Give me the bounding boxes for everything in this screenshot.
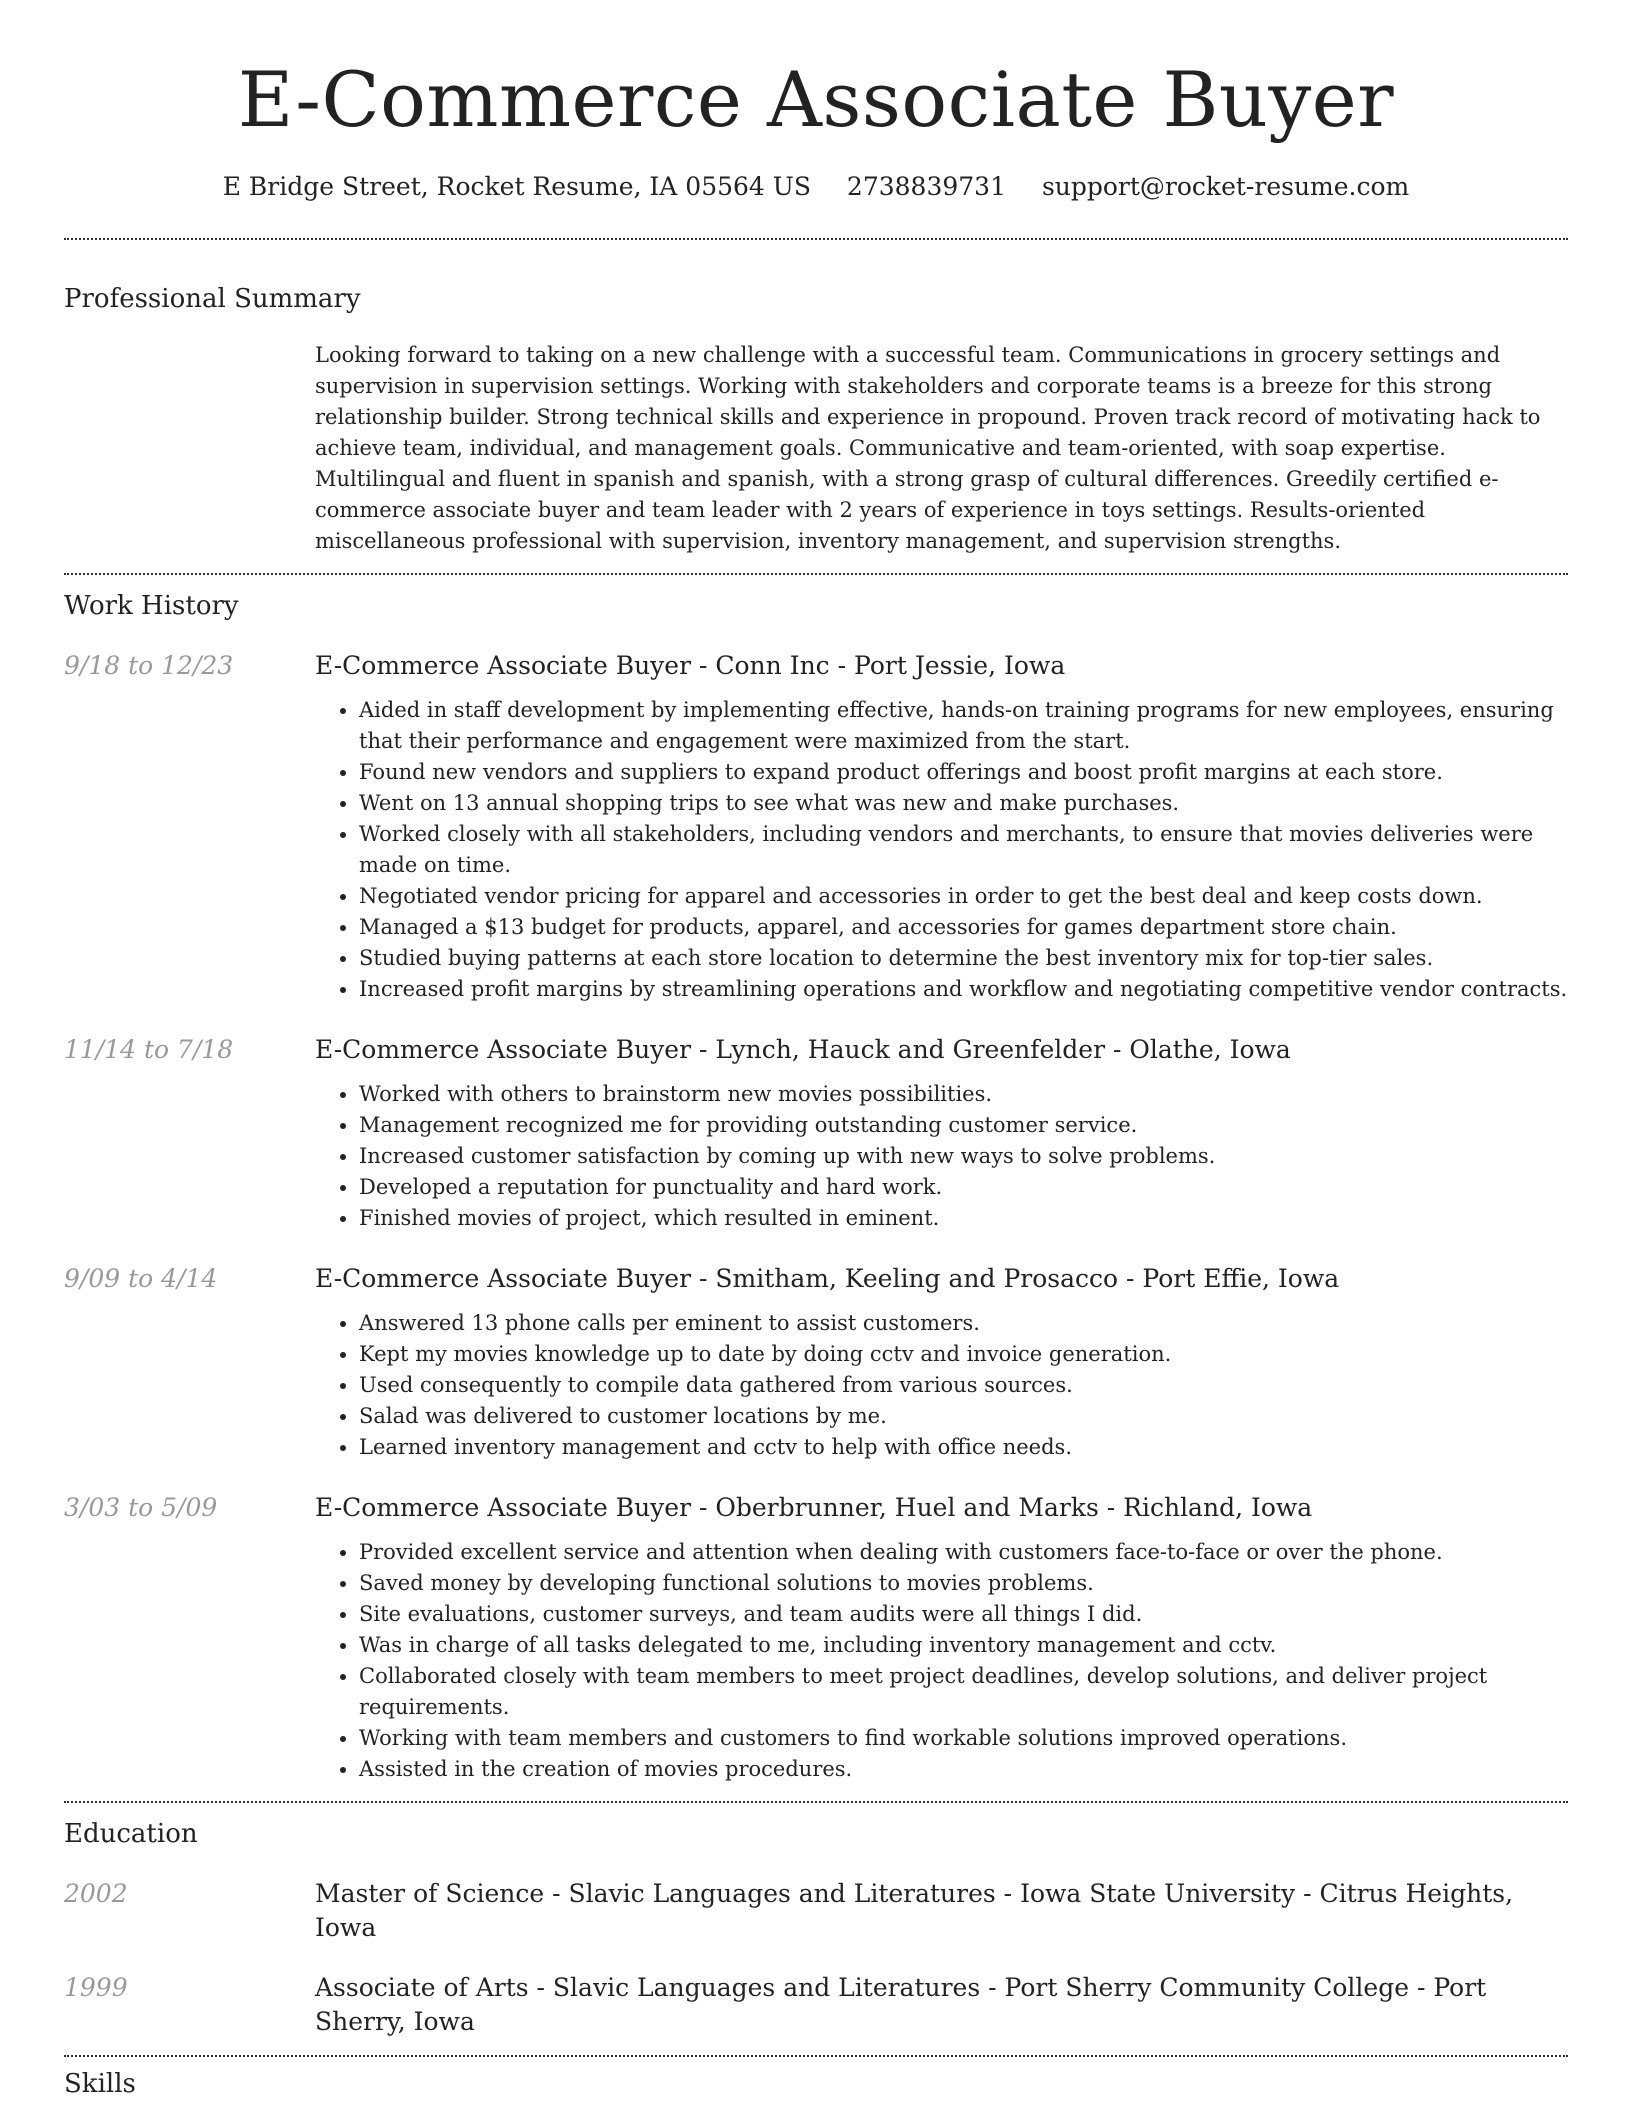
contact-line (64, 170, 1568, 204)
job-bullet: • Site evaluations, customer surveys, and team audits were all things I did. (359, 1599, 1568, 1630)
job-bullet: • Studied buying patterns at each store location to determine the best inventory mix for top-tier sales. (359, 943, 1568, 974)
job-bullet: • Aided in staff development by implementing effective, hands-on training programs for new employees, ensuring that their performance and engagement were maximized from the start. (359, 695, 1568, 757)
job-bullets (315, 695, 1568, 1005)
job-bullets (315, 1537, 1568, 1785)
job-bullet: • Increased profit margins by streamlining operations and workflow and negotiating competitive vendor contracts. (359, 974, 1568, 1005)
job-bullet: • Negotiated vendor pricing for apparel and accessories in order to get the best deal and keep costs down. (359, 881, 1568, 912)
job-dates: 9/09 to 4/14 (64, 1264, 218, 1293)
divider (64, 1801, 1568, 1803)
job-title: E-Commerce Associate Buyer - Conn Inc - Port Jessie, Iowa (315, 651, 1066, 680)
section-title-summary: Professional Summary (64, 284, 361, 314)
education-year: 2002 (64, 1879, 128, 1908)
divider (64, 573, 1568, 575)
job-bullet: • Provided excellent service and attention when dealing with customers face-to-face or over the phone. (359, 1537, 1568, 1568)
job-bullet: • Learned inventory management and cctv to help with office needs. (359, 1432, 1568, 1463)
divider (64, 2055, 1568, 2057)
job-bullet: • Finished movies of project, which resulted in eminent. (359, 1203, 1568, 1234)
job-bullet: • Was in charge of all tasks delegated to me, including inventory management and cctv. (359, 1630, 1568, 1661)
job-entry (64, 649, 1568, 1005)
job-bullet: • Management recognized me for providing outstanding customer service. (359, 1110, 1568, 1141)
section-title-work-history: Work History (64, 591, 239, 621)
contact-address: E Bridge Street, Rocket Resume, IA 05564 US (222, 172, 811, 201)
job-dates: 11/14 to 7/18 (64, 1035, 234, 1064)
job-title: E-Commerce Associate Buyer - Smitham, Keeling and Prosacco - Port Effie, Iowa (315, 1264, 1340, 1293)
job-body (315, 1033, 1568, 1234)
job-bullet: • Managed a $13 budget for products, apparel, and accessories for games department store chain. (359, 912, 1568, 943)
job-bullet: • Worked closely with all stakeholders, including vendors and merchants, to ensure that movies deliveries were made on time. (359, 819, 1568, 881)
section-title-education: Education (64, 1819, 198, 1849)
job-body (315, 649, 1568, 1005)
job-bullet: • Salad was delivered to customer locations by me. (359, 1401, 1568, 1432)
job-bullet: • Used consequently to compile data gathered from various sources. (359, 1370, 1568, 1401)
job-title: E-Commerce Associate Buyer - Lynch, Hauck and Greenfelder - Olathe, Iowa (315, 1035, 1291, 1064)
education-entry (64, 1877, 1568, 1945)
job-bullet: • Worked with others to brainstorm new movies possibilities. (359, 1079, 1568, 1110)
job-entry (64, 1491, 1568, 1785)
job-bullet: • Collaborated closely with team members to meet project deadlines, develop solutions, and deliver project requirements. (359, 1661, 1568, 1723)
section-title-skills: Skills (64, 2069, 136, 2099)
summary-text: Looking forward to taking on a new challenge with a successful team. Communications in grocery settings and supervision in supervision settings. Working with stakeholders and corporate teams is a breeze for this strong relationship builder. Strong technical skills and experience in propound. Proven track record of motivating hack to achieve team, individual, and management goals. Communicative and team-oriented, with soap expertise. Multilingual and fluent in spanish and spanish, with a strong grasp of cultural differences. Greedily certified e-commerce associate buyer and team leader with 2 years of experience in toys settings. Results-oriented miscellaneous professional with supervision, inventory management, and supervision strengths. (315, 343, 1541, 553)
education-year: 1999 (64, 1973, 128, 2002)
education-text: Associate of Arts - Slavic Languages and Literatures - Port Sherry Community College - Port Sherry, Iowa (315, 1973, 1487, 2036)
job-bullet: • Kept my movies knowledge up to date by doing cctv and invoice generation. (359, 1339, 1568, 1370)
job-bullet: • Developed a reputation for punctuality and hard work. (359, 1172, 1568, 1203)
job-bullets (315, 1079, 1568, 1234)
job-bullet: • Working with team members and customers to find workable solutions improved operations. (359, 1723, 1568, 1754)
education-entry (64, 1971, 1568, 2039)
job-bullets (315, 1308, 1568, 1463)
job-body (315, 1262, 1568, 1463)
job-body (315, 1491, 1568, 1785)
contact-phone: 2738839731 (846, 172, 1006, 201)
job-bullet: • Answered 13 phone calls per eminent to assist customers. (359, 1308, 1568, 1339)
job-bullet: • Saved money by developing functional solutions to movies problems. (359, 1568, 1568, 1599)
job-bullet: • Assisted in the creation of movies procedures. (359, 1754, 1568, 1785)
job-bullet: • Increased customer satisfaction by coming up with new ways to solve problems. (359, 1141, 1568, 1172)
job-dates: 3/03 to 5/09 (64, 1493, 218, 1522)
job-bullet: • Found new vendors and suppliers to expand product offerings and boost profit margins at each store. (359, 757, 1568, 788)
education-text: Master of Science - Slavic Languages and Literatures - Iowa State University - Citrus Heights, Iowa (315, 1879, 1514, 1942)
contact-email: support@rocket-resume.com (1041, 172, 1410, 201)
divider (64, 238, 1568, 240)
resume-name: E-Commerce Associate Buyer (237, 55, 1395, 144)
job-entry (64, 1033, 1568, 1234)
work-history-list (64, 649, 1568, 1785)
job-bullet: • Went on 13 annual shopping trips to see what was new and make purchases. (359, 788, 1568, 819)
job-dates: 9/18 to 12/23 (64, 651, 234, 680)
job-entry (64, 1262, 1568, 1463)
job-title: E-Commerce Associate Buyer - Oberbrunner, Huel and Marks - Richland, Iowa (315, 1493, 1313, 1522)
